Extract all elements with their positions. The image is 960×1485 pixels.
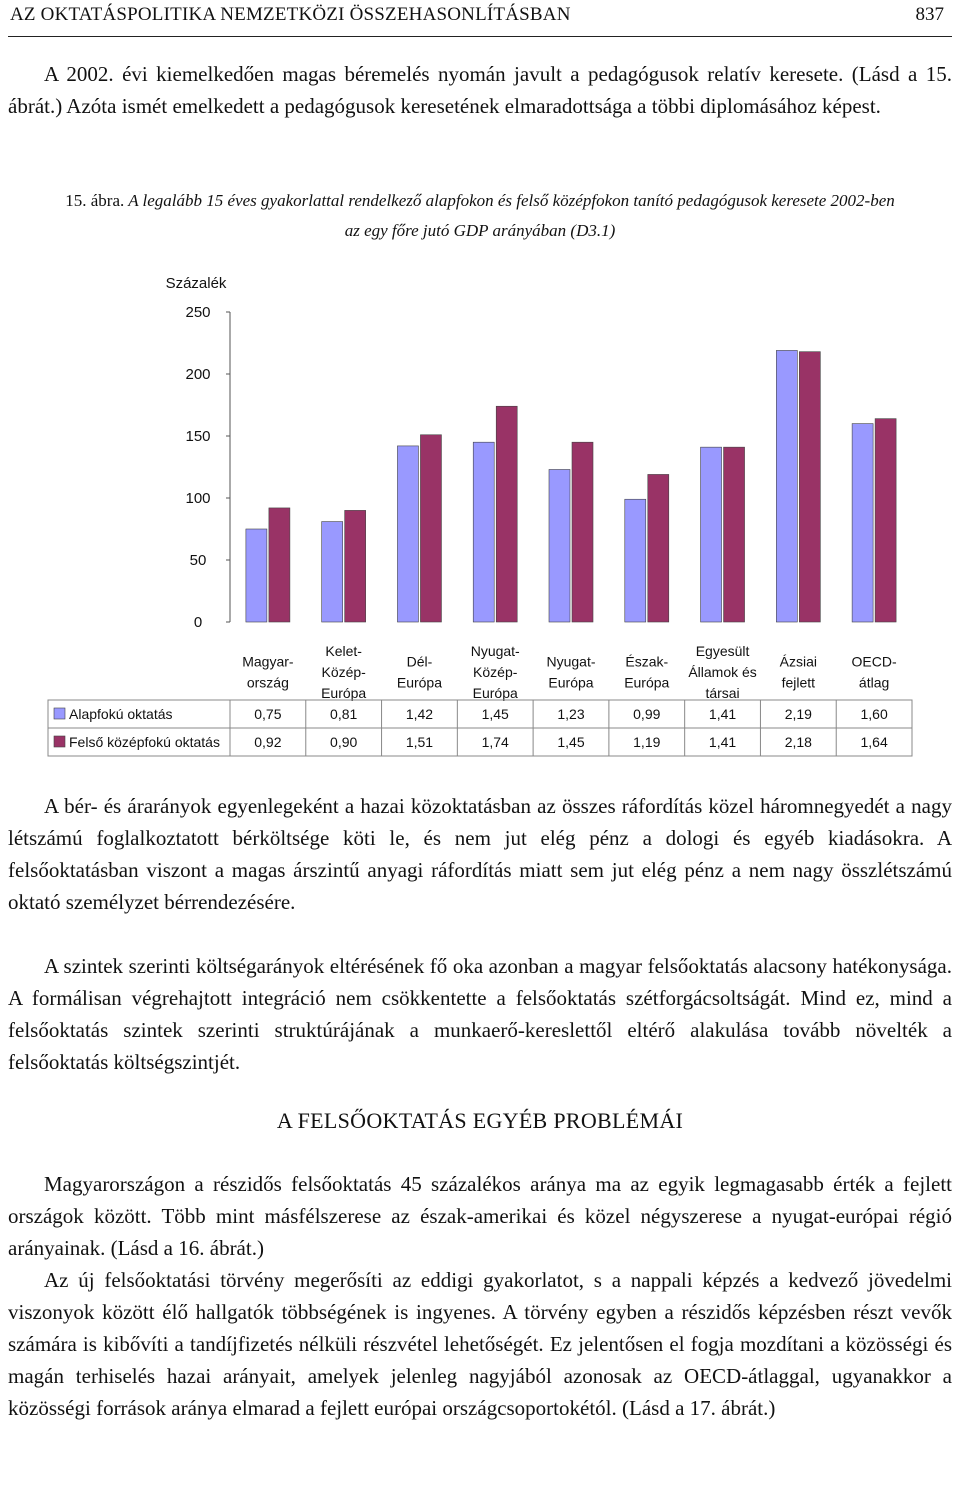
table-value: 1,41 [708,734,737,750]
table-value: 1,64 [860,734,888,750]
y-axis [166,275,230,631]
bar-alapfoku [852,424,873,622]
bar-felso-kozepfoku [724,447,745,622]
table-value: 2,18 [784,734,812,750]
table-value: 2,19 [784,706,812,722]
body-paragraph-3: Magyarországon a részidős felsőoktatás 45 százalékos aránya ma az egyik legmagasabb érték a fejlett országok között. Több mint másfélszerese az észak-amerikai és közel négyszerese a nyugat-európai régió arányainak. (Lásd a 16. ábrát.) [8,1172,952,1260]
bar-felso-kozepfoku [799,352,820,622]
figure-caption [60,186,900,246]
category-label: Ázsiai fejlett [779,653,818,691]
category-label: Nyugat-Közép-Európa [470,643,520,701]
y-tick-label: 0 [193,614,203,631]
y-tick-label: 50 [189,552,207,569]
table-value: 1,45 [557,734,585,750]
bar-felso-kozepfoku [420,435,441,622]
running-header-title: AZ OKTATÁSPOLITIKA NEMZETKÖZI ÖSSZEHASONLÍTÁSBAN [10,4,571,25]
category-labels [242,643,897,701]
bar-felso-kozepfoku [648,474,669,622]
category-label: Észak-Európa [624,653,670,691]
table-value: 1,42 [405,706,434,722]
bar-felso-kozepfoku [496,406,517,622]
section-heading: A FELSŐOKTATÁS EGYÉB PROBLÉMÁI [276,1108,684,1133]
table-value: 0,92 [254,734,282,750]
bar-alapfoku [549,469,570,622]
category-label: Magyar-ország [242,653,294,691]
intro-paragraph: A 2002. évi kiemelkedően magas béremelés nyomán javult a pedagógusok relatív keresete. (Lásd a 15. ábrát.) Azóta ismét emelkedett a pedagógusok keresetének elmaradottsága a többi diplomásához képest. [8,62,952,118]
table-value: 0,90 [330,734,358,750]
table-value: 1,74 [481,734,509,750]
category-label: Dél-Európa [396,653,443,691]
table-value: 0,99 [633,706,661,722]
figure-caption-text: A legalább 15 éves gyakorlattal rendelkező alapfokon és felső középfokon tanító pedagógusok keresete 2002-ben az egy főre jutó GDP arányában (D3.1) [128,191,895,240]
table-value: 0,81 [330,706,358,722]
bar-alapfoku [322,522,343,622]
y-axis-title: Százalék [165,275,227,292]
table-value: 1,60 [860,706,888,722]
y-tick-label: 100 [185,490,211,507]
bar-alapfoku [397,446,418,622]
category-label: Kelet-Közép-Európa [321,643,367,701]
bar-chart [0,260,960,760]
legend-label: Felső középfokú oktatás [69,734,220,750]
legend-swatch [54,708,65,719]
legend-label: Alapfokú oktatás [69,706,173,722]
data-table [48,700,912,756]
table-value: 1,19 [633,734,661,750]
bar-alapfoku [776,350,797,622]
bar-alapfoku [246,529,267,622]
table-value: 1,51 [405,734,434,750]
bar-alapfoku [473,442,494,622]
body-paragraph-2: A szintek szerinti költségarányok eltérésének fő oka azonban a magyar felsőoktatás alacsony hatékonysága. A formálisan végrehajtott integráció nem csökkentette a felsőoktatás szétforgácsoltságát. Mind ez, mind a felsőoktatás szintek szerinti struktúrájának a munkaerő-kereslettől eltérő alakulása tovább növelték a felsőoktatás költségszintjét. [8,954,952,1074]
figure-label: 15. ábra. [65,191,125,210]
y-tick-label: 200 [185,366,211,383]
bar-felso-kozepfoku [345,510,366,622]
body-paragraph-4: Az új felsőoktatási törvény megerősíti az eddigi gyakorlatot, s a nappali képzés a kedvező jövedelmi viszonyok között élő hallgatók többségének is ingyenes. A törvény egyben a részidős képzésben részt vevők számára is kibővíti a tandíjfizetés nélküli részvétel lehetőségét. Ez jelentősen el fogja mozdítani a közösségi és magán terhiselés hazai arányait, amelyek jelenleg nagyjából azonosak az OECD-átlaggal, ugyanakkor a közösségi források aránya elmarad a fejlett európai országcsoportokétól. (Lásd a 17. ábrát.) [8,1268,952,1420]
category-label: OECD-átlag [851,653,897,691]
bar-felso-kozepfoku [875,419,896,622]
body-paragraph-1: A bér- és árarányok egyenlegeként a hazai közoktatásban az összes ráfordítás közel háromnegyedét a nagy létszámú foglalkoztatott bérköltsége köti le, és nem jut elég pénz a dologi és egyéb kiadásokra. A felsőoktatásban viszont a magas árszintű anyagi ráfordítás miatt sem jut elég pénz a nem nagy összlétszámú oktató személyzet bérrendezésére. [8,794,952,914]
bar-felso-kozepfoku [572,442,593,622]
bar-felso-kozepfoku [269,508,290,622]
legend-swatch [54,736,65,747]
page-number: 837 [915,4,944,25]
table-value: 1,45 [481,706,509,722]
table-value: 0,75 [254,706,282,722]
table-value: 1,23 [557,706,585,722]
y-tick-label: 150 [185,428,211,445]
category-label: Egyesült Államok és társai [688,643,757,701]
y-tick-label: 250 [185,304,211,321]
bar-alapfoku [701,447,722,622]
bars [246,350,896,622]
category-label: Nyugat-Európa [546,653,596,691]
table-value: 1,41 [708,706,737,722]
running-header [8,0,952,37]
bar-alapfoku [625,499,646,622]
